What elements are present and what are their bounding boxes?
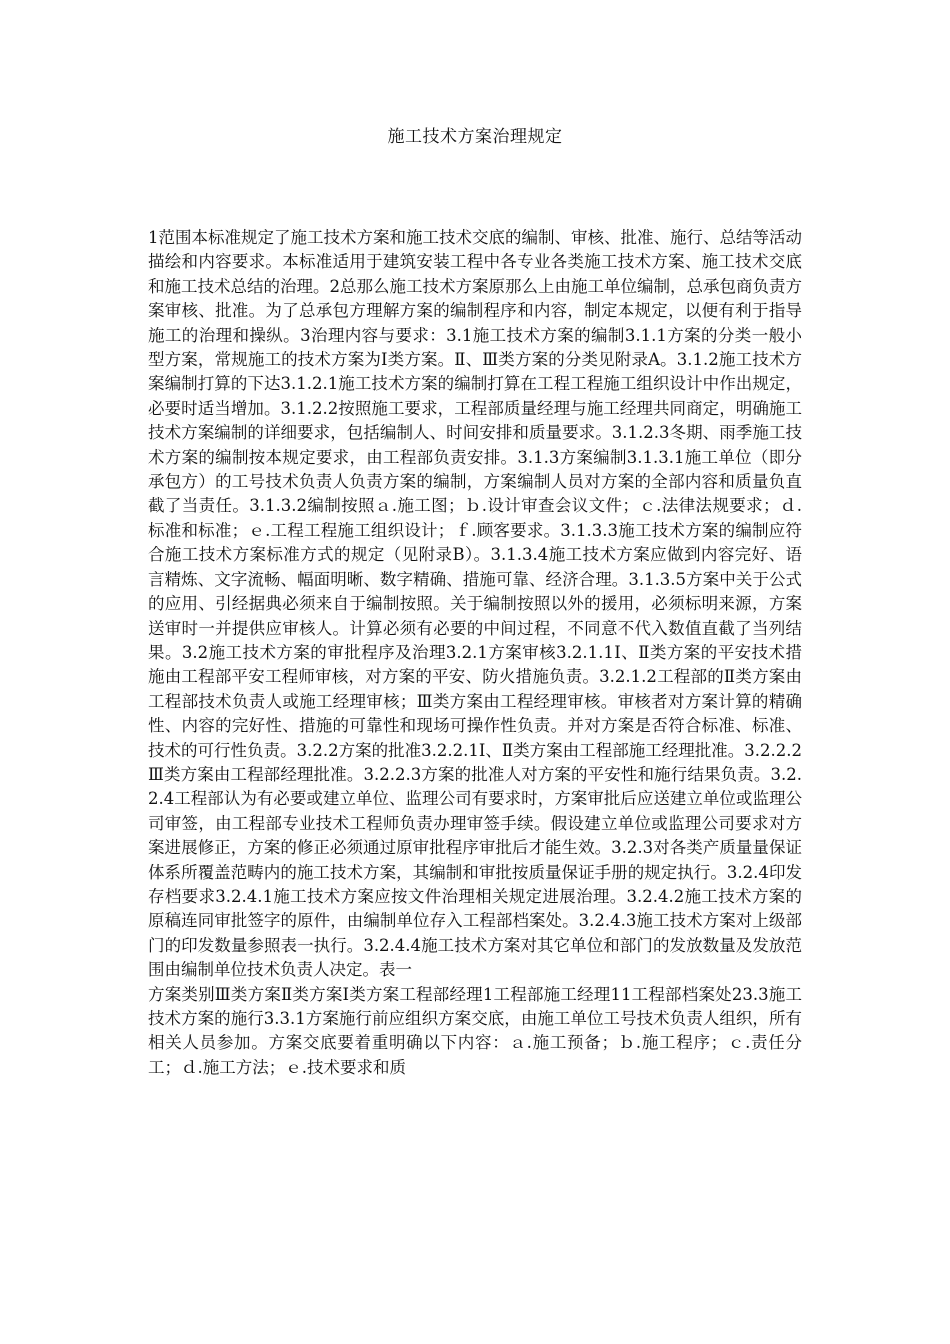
body-paragraph-2: 方案类别Ⅲ类方案Ⅱ类方案Ⅰ类方案工程部经理1工程部施工经理11工程部档案处23.3施工技术方案的施行3.3.1方案施行前应组织方案交底，由施工单位工号技术负责人组织，所有相关人员参加。方案交底要着重明确以下内容：ａ.施工预备；ｂ.施工程序；ｃ.责任分工；ｄ.施工方法；ｅ.技术要求和质	[148, 984, 802, 1077]
document-title: 施工技术方案治理规定	[387, 127, 563, 147]
document-body	[148, 226, 802, 1080]
body-paragraph-1: 1范围本标准规定了施工技术方案和施工技术交底的编制、审核、批准、施行、总结等活动描绘和内容要求。本标准适用于建筑安装工程中各专业各类施工技术方案、施工技术交底和施工技术总结的治理。2总那么施工技术方案原那么上由施工单位编制，总承包商负责方案审核、批准。为了总承包方理解方案的编制程序和内容，制定本规定，以便有利于指导施工的治理和操纵。3治理内容与要求：3.1施工技术方案的编制3.1.1方案的分类一般小型方案，常规施工的技术方案为Ⅰ类方案。Ⅱ、Ⅲ类方案的分类见附录A。3.1.2施工技术方案编制打算的下达3.1.2.1施工技术方案的编制打算在工程工程施工组织设计中作出规定，必要时适当增加。3.1.2.2按照施工要求，工程部质量经理与施工经理共同商定，明确施工技术方案编制的详细要求，包括编制人、时间安排和质量要求。3.1.2.3冬期、雨季施工技术方案的编制按本规定要求，由工程部负责安排。3.1.3方案编制3.1.3.1施工单位（即分承包方）的工号技术负责人负责方案的编制，方案编制人员对方案的全部内容和质量负直截了当责任。3.1.3.2编制按照ａ.施工图；ｂ.设计审查会议文件；ｃ.法律法规要求；ｄ.标准和标准；ｅ.工程工程施工组织设计；ｆ.顾客要求。3.1.3.3施工技术方案的编制应符合施工技术方案标准方式的规定（见附录B）。3.1.3.4施工技术方案应做到内容完好、语言精炼、文字流畅、幅面明晰、数字精确、措施可靠、经济合理。3.1.3.5方案中关于公式的应用、引经据典必须来自于编制按照。关于编制按照以外的援用，必须标明来源，方案送审时一并提供应审核人。计算必须有必要的中间过程，不同意不代入数值直截了当列结果。3.2施工技术方案的审批程序及治理3.2.1方案审核3.2.1.1Ⅰ、Ⅱ类方案的平安技术措施由工程部平安工程师审核，对方案的平安、防火措施负责。3.2.1.2工程部的Ⅱ类方案由工程部技术负责人或施工经理审核；Ⅲ类方案由工程经理审核。审核者对方案计算的精确性、内容的完好性、措施的可靠性和现场可操作性负责。并对方案是否符合标准、标准、技术的可行性负责。3.2.2方案的批准3.2.2.1Ⅰ、Ⅱ类方案由工程部施工经理批准。3.2.2.2Ⅲ类方案由工程部经理批准。3.2.2.3方案的批准人对方案的平安性和施行结果负责。3.2.2.4工程部认为有必要或建立单位、监理公司有要求时，方案审批后应送建立单位或监理公司审签，由工程部专业技术工程师负责办理审签手续。假设建立单位或监理公司要求对方案进展修正，方案的修正必须通过原审批程序审批后才能生效。3.2.3对各类产质量量保证体系所覆盖范畴内的施工技术方案，其编制和审批按质量保证手册的规定执行。3.2.4印发存档要求3.2.4.1施工技术方案应按文件治理相关规定进展治理。3.2.4.2施工技术方案的原稿连同审批签字的原件，由编制单位存入工程部档案处。3.2.4.3施工技术方案对上级部门的印发数量参照表一执行。3.2.4.4施工技术方案对其它单位和部门的发放数量及发放范围由编制单位技术负责人决定。表一	[148, 228, 802, 980]
